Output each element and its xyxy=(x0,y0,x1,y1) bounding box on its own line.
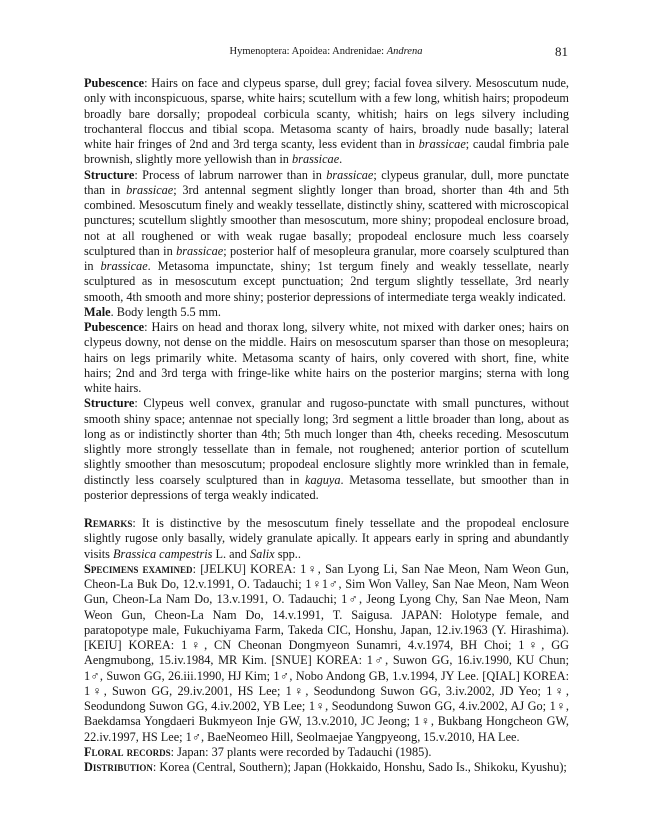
floral-records-label: Floral records xyxy=(84,744,171,759)
distribution-label: Distribution xyxy=(84,760,153,774)
page-header xyxy=(0,44,652,62)
remarks-label: Remarks xyxy=(84,516,133,530)
male-pubescence-label: Pubescence xyxy=(84,320,145,334)
male-heading-paragraph: Male. Body length 5.5 mm. xyxy=(84,304,221,319)
section-gap xyxy=(84,503,569,516)
page-number: 81 xyxy=(555,44,568,59)
female-pubescence-label: Pubescence xyxy=(84,76,145,90)
male-pubescence-paragraph: Pubescence: Hairs on head and thorax long, silvery white, not mixed with darker ones; hairs on clypeus downy, not dense on the middle. Hairs on mesoscutum sparser than those on mesopleura; hairs on legs primarily white. Metasoma scanty of hairs, only covered with short, fine, white hairs; 2nd and 3rd terga with fringe-like white hairs on the posterior margins; sterna with long white hairs. xyxy=(84,320,569,395)
running-head-genus: Andrena xyxy=(386,46,423,57)
page-body xyxy=(84,76,569,775)
male-structure-paragraph: Structure: Clypeus well convex, granular and rugoso-punctate with small punctures, without smooth shiny space; antennae not specially long; 3rd segment a little broader than long, about as long as or indistinctly shorter than 4th; 5th much longer than 4th, cheeks receding. Mesoscutum slightly more strongly tessellate than in female, not roughened; anterior portion of scutellum slightly smoother than mesoscutum; propodeal enclosure slightly more wrinkled than in female, distinctly less coarsely sculptured than in kaguya. Metasoma tessellate, but smoother than in posterior depressions of terga weakly indicated. xyxy=(84,396,569,502)
male-heading-label: Male xyxy=(84,304,111,319)
specimens-label: Specimens examined xyxy=(84,561,193,576)
distribution-paragraph: Distribution: Korea (Central, Southern); Japan (Hokkaido, Honshu, Sado Is., Shikoku, Kyushu); xyxy=(84,760,567,774)
running-head-text: Hymenoptera: Apoidea: Andrenidae: xyxy=(229,46,387,57)
remarks-paragraph: Remarks: It is distinctive by the mesoscutum finely tessellate and the propodeal enclosure slightly rugose only basally, widely granulate apically. It appears early in spring and abundantly visits Brassica campestris L. and Salix spp.. xyxy=(84,516,569,561)
female-pubescence-paragraph: Pubescence: Hairs on face and clypeus sparse, dull grey; facial fovea silvery. Mesoscutum nude, only with inconspicuous, sparse, white hairs; scutellum with a few long, whitish hairs; propodeum broadly bare dorsally; propodeal corbicula scanty, whitish; hairs on legs silvery including trochanteral floccus and tibial scopa. Metasoma scanty of hairs, broadly nude basally; lateral white hair fringes of 2nd and 3rd terga scanty, less evident than in brassicae; caudal fimbria pale brownish, slightly more yellowish than in brassicae. xyxy=(84,76,569,167)
floral-records-paragraph: Floral records: Japan: 37 plants were recorded by Tadauchi (1985). xyxy=(84,744,432,759)
female-structure-paragraph: Structure: Process of labrum narrower than in brassicae; clypeus granular, dull, more punctate than in brassicae; 3rd antennal segment slightly longer than broad, shorter than 4th and 5th combined. Mesoscutum finely and weakly tessellate, distinctly shiny, scattered with microscopical punctures; scutellum slightly smoother than mesoscutum, more shiny; propodeal enclosure broad, not at all roughened or with weak rugae basally; propodeal enclosure much less coarsely sculptured than in brassicae; posterior half of mesopleura granular, more coarsely sculptured than in brassicae. Metasoma impunctate, shiny; 1st tergum finely and weakly tessellate, nearly sculptured as in mesoscutum except punctuation; 2nd tergum slightly tessellate, 3rd nearly smooth, 4th smooth and more shiny; posterior depressions of intermediate terga weakly indicated. xyxy=(84,167,570,304)
female-structure-label: Structure xyxy=(84,167,135,182)
specimens-paragraph: Specimens examined: [JELKU] KOREA: 1♀, San Lyong Li, San Nae Meon, Nam Weon Gun, Cheon-La Buk Do, 12.v.1991, O. Tadauchi; 1♀1♂, Sim Won Valley, San Nae Meon, Nam Weon Gun, Cheon-La Nam Do, 13.v.1991, O. Tadauchi; 1♂, Jeong Lyong Chy, San Nae Meon, Nam Weon Gun, Cheon-La Nam Do, 14.v.1991, T. Saigusa. JAPAN: Holotype female, and paratopotype male, Fukuchiyama Farm, Takeda CIC, Honshu, Japan, 12.iv.1963 (Y. Hirashima). [KEIU] KOREA: 1♀, CN Cheonan Dongmyeon Sunamri, 4.v.1974, BH Choi; 1♀, GG Aengmubong, 15.iv.1984, MR Kim. [SNUE] KOREA: 1♂, Suwon GG, 16.iv.1990, KU Chun; 1♂, Suwon GG, 26.iii.1990, HJ Kim; 1♂, Nobo Andong GB, 1.v.1994, JY Lee. [QIAL] KOREA: 1♀, Suwon GG, 29.iv.2001, HS Lee; 1♀, Seodundong Suwon GG, 3.iv.2002, JD Yeo; 1♀, Seodundong Suwon GG, 4.iv.2002, YB Lee; 1♀, Seodundong Suwon GG, 4.iv.2002, AJ Go; 1♀, Baekdamsa Yongdaeri Bukmyeon Inje GW, 13.v.2010, JC Jeong; 1♀, Bukbang Hongcheon GW, 22.iv.1997, HS Lee; 1♂, BaeNeomeo Hill, Seolmaejae Yangpyeong, 15.v.2010, HA Lee. xyxy=(84,561,569,744)
male-structure-label: Structure xyxy=(84,396,135,411)
